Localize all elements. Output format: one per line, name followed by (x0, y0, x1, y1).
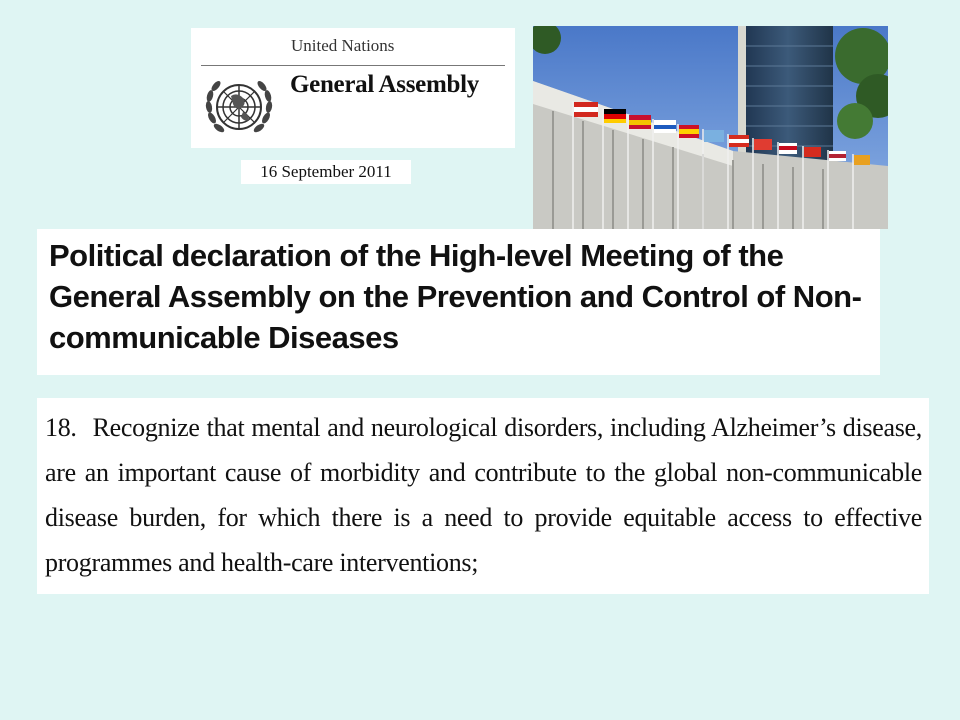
document-date: 16 September 2011 (241, 160, 411, 184)
paragraph-panel (37, 398, 929, 594)
organization-name: United Nations (291, 36, 395, 55)
un-emblem-icon (203, 74, 275, 142)
un-headquarters-photo (533, 26, 888, 229)
paragraph-body (45, 405, 922, 585)
paragraph-number: 18. (45, 413, 77, 442)
declaration-title: Political declaration of the High-level Meeting of the General Assembly on the Prevention and Control of Non-communicable Diseases (49, 238, 862, 355)
header-divider (201, 65, 505, 66)
assembly-name: General Assembly (290, 71, 479, 98)
un-header-card (191, 28, 515, 148)
declaration-title-panel (37, 229, 880, 375)
paragraph-text: Recognize that mental and neurological disorders, including Alzheimer’s disease, are an important cause of morbidity and contribute to the global non-communicable disease burden, for which there is a need to provide equitable access to effective programmes and health-care interventions; (45, 413, 922, 577)
